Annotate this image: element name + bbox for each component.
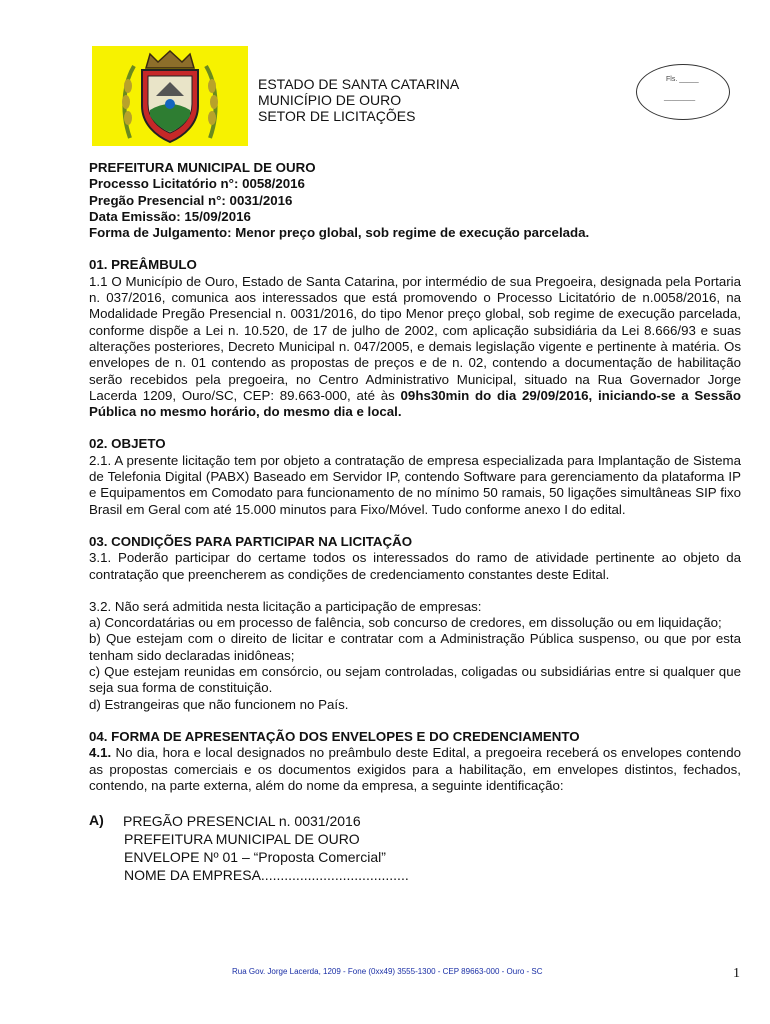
condicoes-item-d: d) Estrangeiras que não funcionem no País. <box>89 696 349 712</box>
letterhead <box>258 76 459 124</box>
sector-name: SETOR DE LICITAÇÕES <box>258 108 416 124</box>
processo-number: Processo Licitatório n°: 0058/2016 <box>89 176 305 192</box>
municipality-name: MUNICÍPIO DE OURO <box>258 92 402 108</box>
envelope-letter: A) <box>89 812 104 829</box>
section-heading-condicoes: 03. CONDIÇÕES PARA PARTICIPAR NA LICITAÇÃO <box>89 533 413 549</box>
objeto-paragraph: 2.1. A presente licitação tem por objeto a contratação de empresa especializada para Implantação de Sistema de Telefonia Digital (PABX) Baseado em Servidor IP, contendo Software para gerenciamento da plataforma IP e Equipamentos em Comodato para funcionamento de no mínimo 50 ramais, 50 ligações simultâneas SIP fixo Brasil em Geral com até 15.000 minutos para Fixo/Móvel. Tudo conforme anexo I do edital. <box>89 452 741 517</box>
folio-line: ________ <box>664 94 696 101</box>
section-heading-envelopes: 04. FORMA DE APRESENTAÇÃO DOS ENVELOPES E DO CREDENCIAMENTO <box>89 728 580 744</box>
section-heading-objeto: 02. OBJETO <box>89 436 166 452</box>
municipal-emblem <box>92 46 248 146</box>
envelope-identification <box>89 812 741 884</box>
org-title: PREFEITURA MUNICIPAL DE OURO <box>89 160 316 175</box>
page-number: 1 <box>733 966 740 981</box>
folio-stamp <box>636 64 730 120</box>
preambulo-text: 1.1 O Município de Ouro, Estado de Santa Catarina, por intermédio de sua Pregoeira, designada pela Portaria n. 037/2016, comunica aos interessados que está promovendo o Processo Licitatório de n.0058/2016, na Modalidade Pregão Presencial n. 0031/2016, do tipo Menor preço global, sob regime de execução parcelada, conforme dispõe a Lei n. 10.520, de 17 de julho de 2002, com aplicação subsidiária da Lei 8.666/93 e suas alterações posteriores, Decreto Municipal n. 047/2005, e demais legislação vigente e pertinente à matéria. Os envelopes de n. 01 contendo as propostas de preços e de n. 02, contendo a documentação de habilitação serão recebidos pela pregoeira, no Centro Administrativo Municipal, situado na Rua Governador Jorge Lacerda 1209, Ouro/SC, CEP: 89.663-000, até às <box>89 273 741 403</box>
condicoes-item-a: a) Concordatárias ou em processo de falência, sob concurso de credores, em dissolução ou em liquidação; <box>89 615 722 631</box>
envelopes-text: No dia, hora e local designados no preâmbulo deste Edital, a pregoeira receberá os envelopes contendo as propostas comerciais e os documentos exigidos para a habilitação, em envelopes distintos, fechados, contendo, na parte externa, além do nome da empresa, a seguinte identificação: <box>89 745 741 793</box>
envelope-line-2: PREFEITURA MUNICIPAL DE OURO <box>124 831 360 848</box>
envelopes-paragraph <box>89 745 741 794</box>
state-name: ESTADO DE SANTA CATARINA <box>258 76 460 92</box>
envelope-line-1: PREGÃO PRESENCIAL n. 0031/2016 <box>123 813 361 830</box>
judgment-form: Forma de Julgamento: Menor preço global, sob regime de execução parcelada. <box>89 225 590 241</box>
emission-date: Data Emissão: 15/09/2016 <box>89 208 251 224</box>
folio-label: Fls. _____ <box>666 76 699 83</box>
document-body <box>89 160 741 884</box>
preambulo-paragraph <box>89 274 741 421</box>
condicoes-paragraph-3-2: 3.2. Não será admitida nesta licitação a participação de empresas: <box>89 598 482 614</box>
envelopes-number: 4.1. <box>89 745 112 761</box>
footer-address: Rua Gov. Jorge Lacerda, 1209 - Fone (0xx49) 3555-1300 - CEP 89663-000 - Ouro - SC <box>232 967 543 976</box>
condicoes-item-c: c) Que estejam reunidas em consórcio, ou sejam controladas, coligadas ou subsidiárias entre si qualquer que seja sua forma de constituição. <box>89 664 741 696</box>
preambulo-bold-text: 09hs30min do dia 29/09/2016, iniciando-se a Sessão Pública no mesmo horário, do mesmo dia e local. <box>89 387 741 420</box>
condicoes-item-b: b) Que estejam com o direito de licitar e contratar com a Administração Pública suspenso, ou que por esta tenham sido declaradas inidôneas; <box>89 631 741 663</box>
section-heading-preambulo: 01. PREÂMBULO <box>89 257 197 273</box>
condicoes-paragraph-3-1: 3.1. Poderão participar do certame todos os interessados do ramo de atividade pertinente ao objeto da contratação que preencherem as condições de credenciamento constantes deste Edital. <box>89 550 741 582</box>
envelope-line-4: NOME DA EMPRESA...................................... <box>124 867 409 884</box>
coat-of-arms-icon <box>92 46 248 146</box>
envelope-line-3: ENVELOPE Nº 01 – “Proposta Comercial” <box>124 849 386 866</box>
pregao-number: Pregão Presencial n°: 0031/2016 <box>89 192 293 208</box>
